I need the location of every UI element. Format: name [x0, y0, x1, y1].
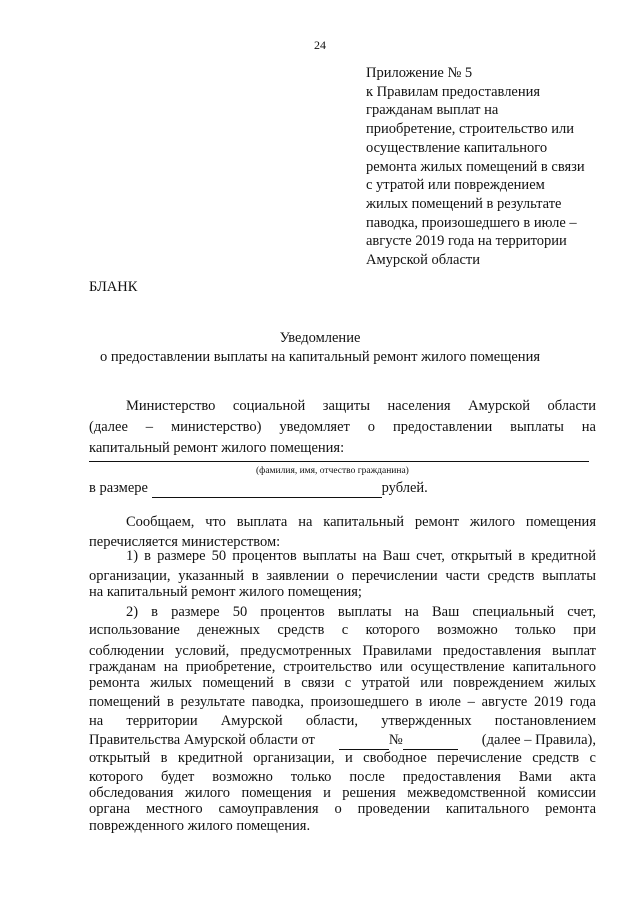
resolution-prefix: Правительства Амурской области от: [89, 732, 315, 748]
intro-line: (далее – министерство) уведомляет о предоставлении выплаты на: [89, 419, 596, 435]
appendix-line: осуществление капитального: [366, 139, 548, 156]
amount-prefix: в размере: [89, 480, 148, 496]
body-line: перечисляется министерством:: [89, 534, 281, 550]
body-line: на территории Амурской области, утвержденных постановлением: [89, 713, 596, 729]
fio-blank-line[interactable]: [89, 461, 589, 462]
body-line: ремонта жилых помещений в связи с утратой или повреждением жилых: [89, 675, 596, 691]
notice-heading: [0, 329, 640, 367]
body-line: обследования жилого помещения и решения межведомственной комиссии: [89, 785, 596, 801]
body-line: органа местного самоуправления о проведении капитального ремонта: [89, 801, 596, 817]
body-line: соблюдении условий, предусмотренных Правилами предоставления выплат: [89, 643, 596, 659]
appendix-line: Амурской области: [366, 252, 480, 269]
resolution-number-blank[interactable]: [403, 732, 458, 750]
blank-label: БЛАНК: [89, 279, 138, 295]
body-line: Сообщаем, что выплата на капитальный ремонт жилого помещения: [126, 514, 596, 530]
appendix-line: гражданам выплат на: [366, 102, 499, 119]
appendix-line: приобретение, строительство или: [366, 121, 575, 138]
amount-suffix: рублей.: [381, 480, 428, 496]
body-line: помещений в результате паводка, произошедшего в июле – августе 2019 года: [89, 694, 596, 710]
body-line: открытый в кредитной организации, и свободное перечисление средств с: [89, 750, 596, 766]
intro-line: капитальный ремонт жилого помещения:: [89, 440, 345, 456]
resolution-line: [89, 732, 596, 750]
appendix-reference: [366, 64, 601, 270]
appendix-line: паводка, произошедшего в июле –: [366, 214, 577, 231]
appendix-line: с утратой или повреждением: [366, 177, 545, 194]
appendix-line: ремонта жилых помещений в связи: [366, 158, 585, 175]
resolution-suffix: (далее – Правила),: [481, 732, 596, 748]
appendix-line: к Правилам предоставления: [366, 83, 541, 100]
number-sign: №: [388, 732, 403, 748]
appendix-line: жилых помещений в результате: [366, 195, 562, 212]
resolution-date-blank[interactable]: [339, 732, 389, 750]
body-line: поврежденного жилого помещения.: [89, 818, 311, 834]
amount-line: [89, 480, 428, 498]
intro-line: Министерство социальной защиты населения Амурской области: [126, 398, 596, 414]
appendix-line: Приложение № 5: [366, 65, 473, 81]
page-number: 24: [314, 38, 326, 52]
amount-blank[interactable]: [152, 480, 382, 498]
fio-caption: (фамилия, имя, отчество гражданина): [256, 466, 409, 476]
appendix-line: августе 2019 года на территории: [366, 233, 567, 250]
body-line: использование денежных средств с которого возможно только при: [89, 622, 596, 638]
resolution-fields: [339, 732, 458, 750]
body-line: 2) в размере 50 процентов выплаты на Ваш специальный счет,: [126, 604, 596, 620]
body-line: на капитальный ремонт жилого помещения;: [89, 584, 362, 600]
notice-title: Уведомление: [279, 330, 361, 346]
body-line: организации, указанный в заявлении о перечислении части средств выплаты: [89, 568, 596, 584]
body-line: 1) в размере 50 процентов выплаты на Ваш счет, открытый в кредитной: [126, 548, 596, 564]
body-line: гражданам на приобретение, строительство или осуществление капитального: [89, 659, 596, 675]
body-line: которого будет возможно только после предоставления Вами акта: [89, 769, 596, 785]
notice-subtitle: о предоставлении выплаты на капитальный ремонт жилого помещения: [100, 349, 540, 365]
